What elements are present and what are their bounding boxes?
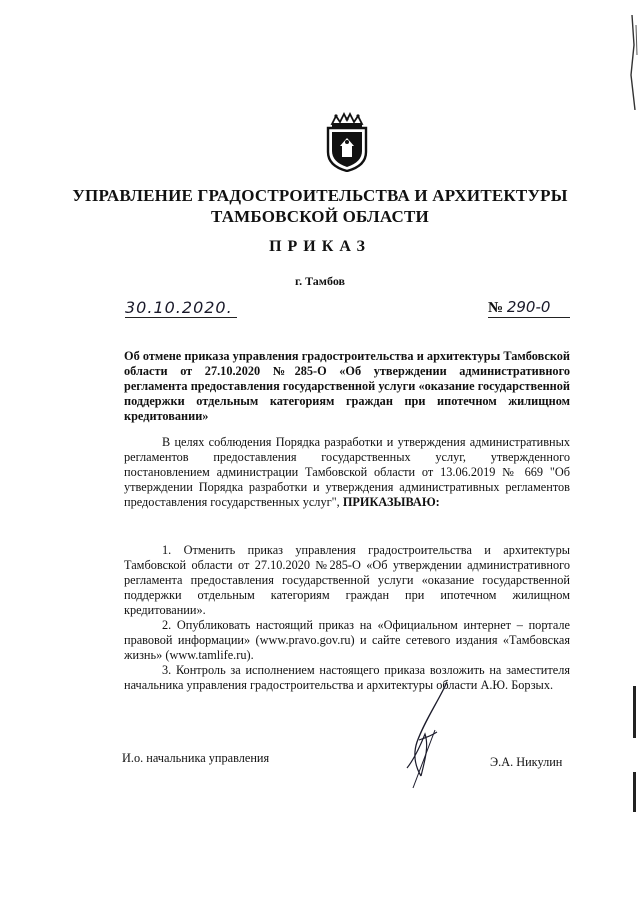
preamble-paragraph [124,435,570,510]
organization-title-line2: ТАМБОВСКОЙ ОБЛАСТИ [211,207,429,226]
order-item-3: 3. Контроль за исполнением настоящего приказа возложить на заместителя начальника управления градостроительства и архитектуры области А.Ю. Борзых. [124,663,570,692]
document-type: ПРИКАЗ [269,238,371,255]
scan-margin-mark [633,686,636,738]
preamble-text: В целях соблюдения Порядка разработки и утверждения административных регламентов предоставления государственных услуг, утвержденного постановлением администрации Тамбовской области от 13.06.2019 № 669 "Об утверждении Порядка разработки и утверждения административных регламентов предоставления государственных услуг", [124,435,570,509]
signer-position: И.о. начальника управления [122,751,270,765]
signer-name: Э.А. Никулин [490,755,563,769]
organization-title-line1: УПРАВЛЕНИЕ ГРАДОСТРОИТЕЛЬСТВА И АРХИТЕКТУРЫ [72,186,568,205]
order-items [124,543,570,693]
scan-corner-mark [622,15,640,110]
order-word: ПРИКАЗЫВАЮ: [342,495,440,509]
number-sign: № [488,300,504,316]
handwritten-signature [395,680,485,790]
number-value: 290-0 [506,298,551,316]
scan-margin-mark [633,772,636,812]
order-item-2: 2. Опубликовать настоящий приказ на «Официальном интернет – портале правовой информации» (www.pravo.gov.ru) и сайте сетевого издания «Тамбовская жизнь» (www.tamlife.ru). [124,618,570,662]
document-subject: Об отмене приказа управления градостроительства и архитектуры Тамбовской области от 27.10.2020 №285-О «Об утверждении административного регламента предоставления государственной услуги «оказание государственной поддержки отдельным категориям граждан при ипотечном жилищном кредитовании» [124,349,570,423]
document-number [488,298,570,318]
order-item-1: 1. Отменить приказ управления градостроительства и архитектуры Тамбовской области от 27.10.2020 №285-О «Об утверждении административного регламента предоставления государственной услуги «оказание государственной поддержки отдельным категориям граждан при ипотечном жилищном кредитовании». [124,543,570,617]
document-date: 30.10.2020. [125,298,237,318]
coat-of-arms-icon [318,110,376,172]
organization-title [0,185,640,227]
city-label: г. Тамбов [295,274,345,288]
